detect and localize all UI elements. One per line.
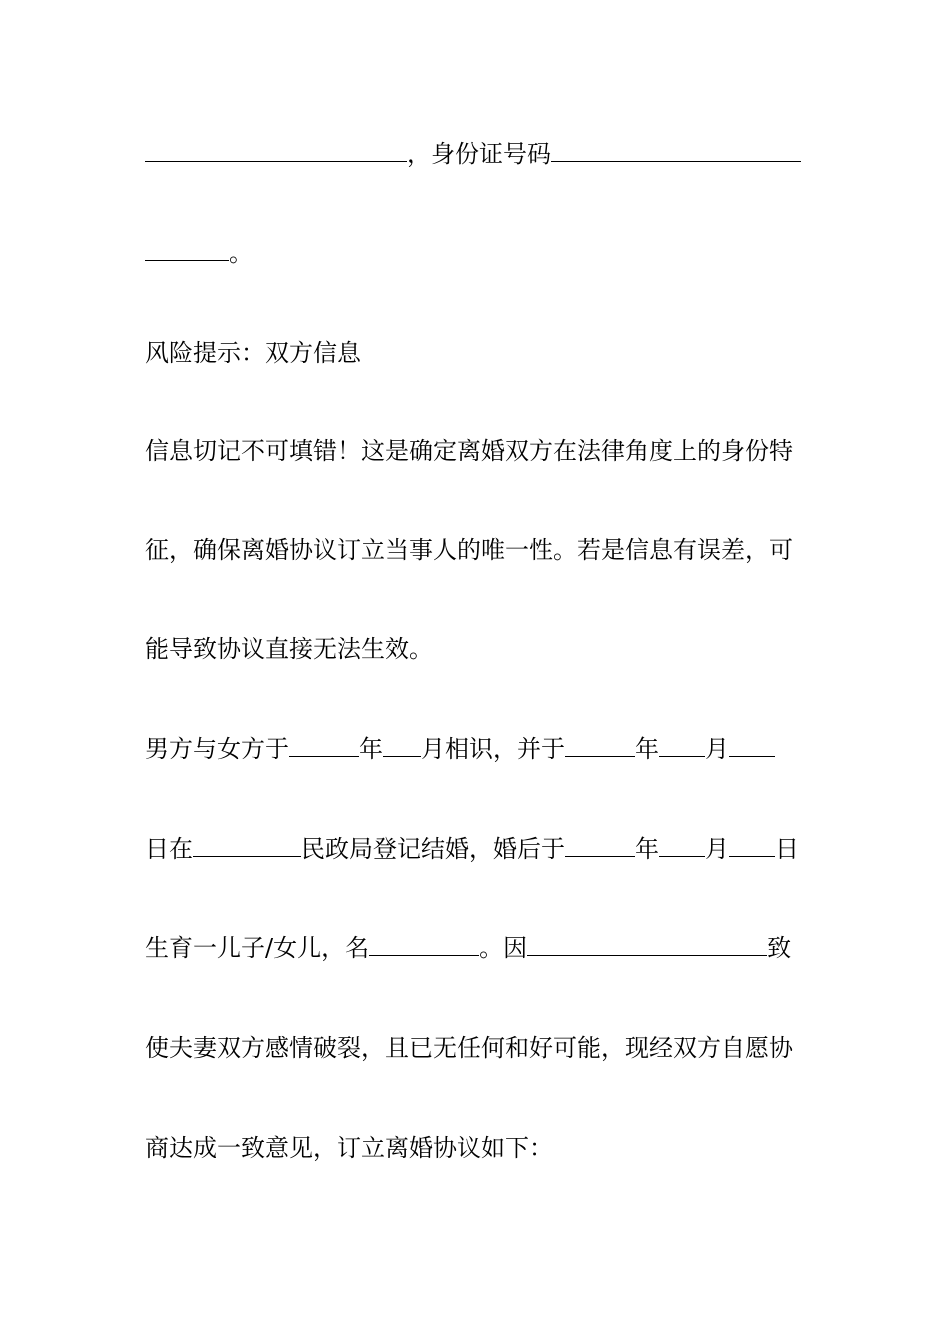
text-segment: 年 bbox=[359, 735, 383, 763]
civil-affairs-bureau-blank bbox=[193, 834, 301, 857]
id-number-blank bbox=[551, 139, 801, 162]
month-blank bbox=[659, 834, 705, 857]
risk-tip-heading: 风险提示：双方信息 bbox=[145, 339, 361, 367]
marriage-info-line-2 bbox=[145, 834, 805, 864]
name-blank bbox=[145, 139, 407, 162]
paragraph-line-3: 能导致协议直接无法生效。 bbox=[145, 635, 433, 663]
text-segment: 男方与女方于 bbox=[145, 735, 289, 763]
month-blank bbox=[383, 734, 421, 757]
marriage-info-line-1 bbox=[145, 734, 805, 764]
paragraph-line-1: 信息切记不可填错！这是确定离婚双方在法律角度上的身份特 bbox=[145, 437, 793, 465]
text-segment: 月 bbox=[705, 835, 729, 863]
text-segment: 年 bbox=[635, 735, 659, 763]
month-blank bbox=[659, 734, 705, 757]
marriage-info-line-3 bbox=[145, 933, 805, 963]
year-blank bbox=[565, 834, 635, 857]
text-segment: 生育一儿子/女儿，名 bbox=[145, 934, 370, 962]
reason-blank bbox=[527, 933, 767, 956]
id-number-label: ，身份证号码 bbox=[407, 140, 551, 168]
text-segment: 日 bbox=[775, 835, 799, 863]
day-blank bbox=[729, 834, 775, 857]
day-blank bbox=[729, 734, 775, 757]
text-segment: 民政局登记结婚，婚后于 bbox=[301, 835, 565, 863]
text-segment: 月相识，并于 bbox=[421, 735, 565, 763]
marriage-info-line-4: 使夫妻双方感情破裂，且已无任何和好可能，现经双方自愿协 bbox=[145, 1034, 793, 1062]
text-segment: 。因 bbox=[479, 934, 528, 962]
id-number-line bbox=[145, 139, 805, 169]
text-segment: 日在 bbox=[145, 835, 193, 863]
text-segment: 年 bbox=[635, 835, 659, 863]
text-segment: 致 bbox=[767, 934, 792, 962]
child-name-blank bbox=[369, 933, 479, 956]
id-number-continuation-line bbox=[145, 238, 805, 268]
marriage-info-line-5: 商达成一致意见，订立离婚协议如下： bbox=[145, 1134, 553, 1162]
sentence-end: 。 bbox=[229, 239, 253, 267]
paragraph-line-2: 征，确保离婚协议订立当事人的唯一性。若是信息有误差，可 bbox=[145, 536, 793, 564]
text-segment: 月 bbox=[705, 735, 729, 763]
id-number-blank-continued bbox=[145, 238, 229, 261]
year-blank bbox=[565, 734, 635, 757]
year-blank bbox=[289, 734, 359, 757]
